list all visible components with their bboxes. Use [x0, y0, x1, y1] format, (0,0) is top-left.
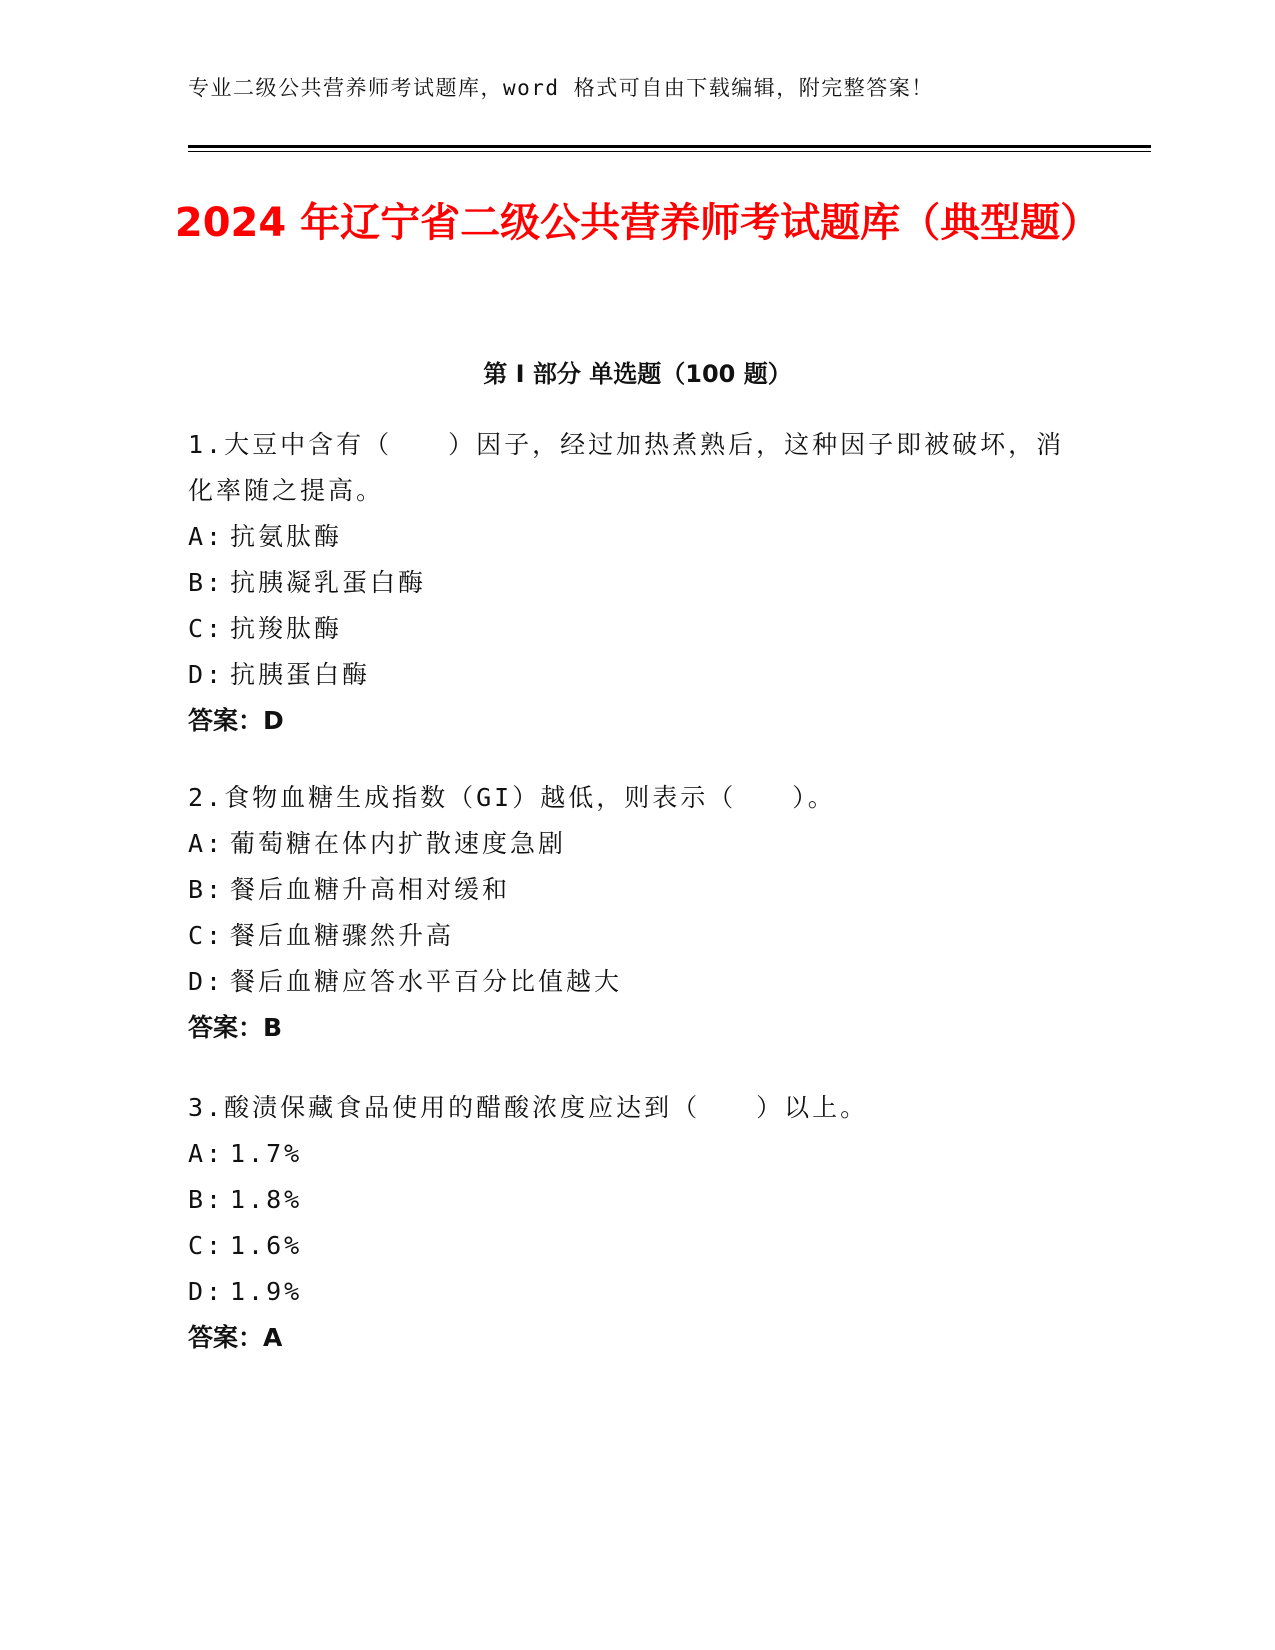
header-divider-thick — [188, 145, 1151, 148]
option-key: B: — [188, 1185, 225, 1214]
option-text: 葡萄糖在体内扩散速度急剧 — [230, 829, 567, 858]
option-text: 抗胰凝乳蛋白酶 — [230, 568, 427, 597]
option-a — [188, 514, 1088, 560]
option-a — [188, 821, 1088, 867]
option-d — [188, 652, 1088, 698]
option-key: B: — [188, 568, 225, 597]
option-d — [188, 959, 1088, 1005]
option-key: A: — [188, 1139, 225, 1168]
option-text: 餐后血糖升高相对缓和 — [230, 875, 511, 904]
header-divider-thin — [188, 151, 1151, 152]
option-c — [188, 1223, 1088, 1269]
option-b — [188, 560, 1088, 606]
option-key: A: — [188, 829, 225, 858]
option-key: A: — [188, 522, 225, 551]
option-d — [188, 1269, 1088, 1315]
option-b — [188, 1177, 1088, 1223]
option-key: C: — [188, 614, 225, 643]
option-key: D: — [188, 967, 225, 996]
question-3 — [188, 1085, 1088, 1361]
option-text: 1.6% — [230, 1231, 303, 1260]
document-title: 2024 年辽宁省二级公共营养师考试题库（典型题） — [174, 200, 1101, 246]
option-b — [188, 867, 1088, 913]
option-key: D: — [188, 1277, 225, 1306]
option-key: C: — [188, 1231, 225, 1260]
option-key: B: — [188, 875, 225, 904]
option-text: 1.7% — [230, 1139, 303, 1168]
section-heading: 第 I 部分 单选题（100 题） — [483, 360, 792, 388]
answer-label: 答案：D — [188, 706, 284, 735]
option-text: 1.8% — [230, 1185, 303, 1214]
question-2 — [188, 775, 1088, 1051]
answer-label: 答案：B — [188, 1013, 283, 1042]
option-c — [188, 913, 1088, 959]
option-text: 餐后血糖应答水平百分比值越大 — [230, 967, 623, 996]
header-note: 专业二级公共营养师考试题库，word 格式可自由下载编辑，附完整答案！ — [188, 76, 934, 100]
option-text: 抗羧肽酶 — [230, 614, 343, 643]
option-text: 餐后血糖骤然升高 — [230, 921, 455, 950]
option-c — [188, 606, 1088, 652]
answer-label: 答案：A — [188, 1323, 283, 1352]
option-key: D: — [188, 660, 225, 689]
option-text: 抗氨肽酶 — [230, 522, 343, 551]
option-a — [188, 1131, 1088, 1177]
question-text: 2.食物血糖生成指数（GI）越低，则表示（ ）。 — [188, 783, 836, 812]
option-key: C: — [188, 921, 225, 950]
question-text: 3.酸渍保藏食品使用的醋酸浓度应达到（ ）以上。 — [188, 1093, 869, 1122]
question-1 — [188, 422, 1088, 744]
question-text: 1.大豆中含有（ ）因子，经过加热煮熟后，这种因子即被破坏，消化率随之提高。 — [188, 430, 1065, 505]
option-text: 1.9% — [230, 1277, 303, 1306]
option-text: 抗胰蛋白酶 — [230, 660, 371, 689]
